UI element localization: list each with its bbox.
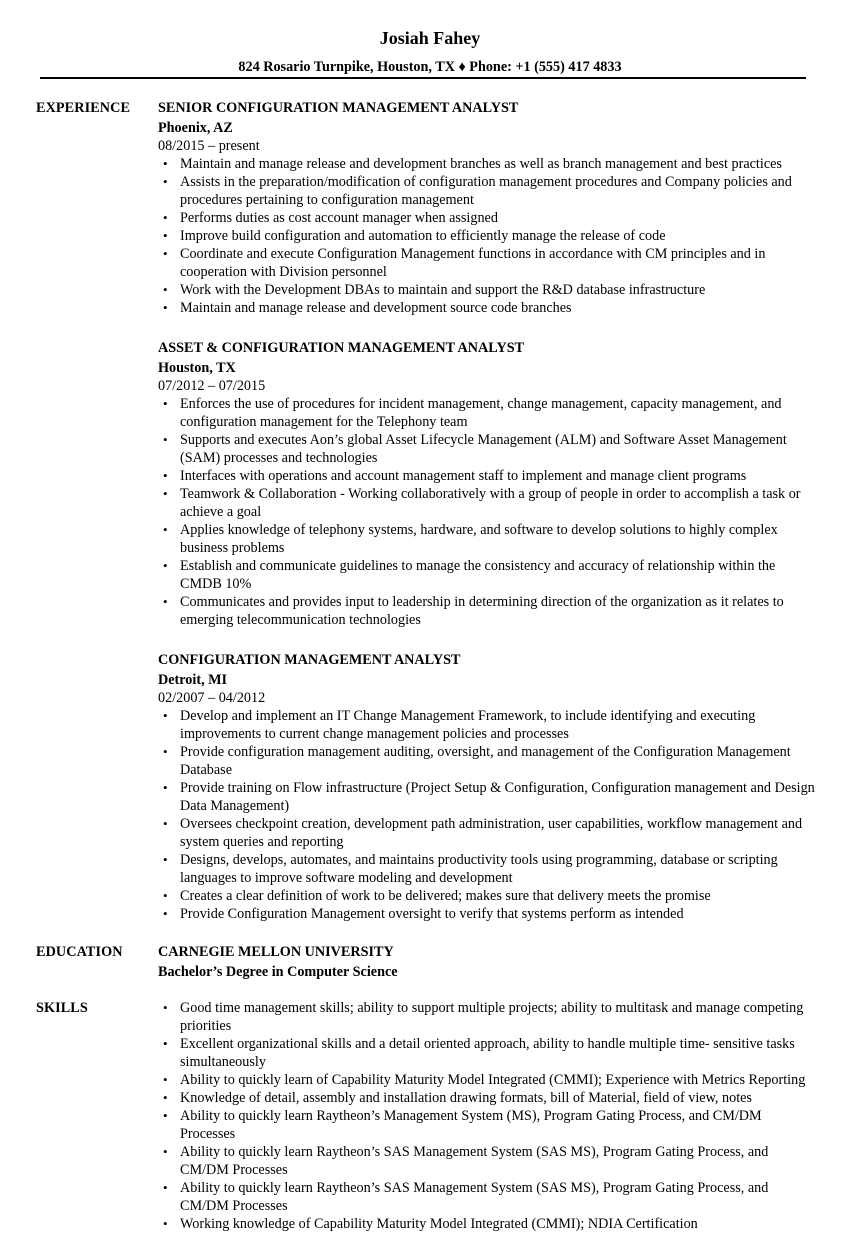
job-bullet: • Establish and communicate guidelines to manage the consistency and accuracy of relationship within the CMDB 10% bbox=[158, 557, 818, 593]
skill-item: • Ability to quickly learn Raytheon’s SAS Management System (SAS MS), Program Gating Process, and CM/DM Processes bbox=[158, 1143, 818, 1179]
job-bullet: • Applies knowledge of telephony systems, hardware, and software to develop solutions to highly complex business problems bbox=[158, 521, 818, 557]
job-bullet: • Enforces the use of procedures for incident management, change management, capacity management, and configuration management for the Telephony team bbox=[158, 395, 818, 431]
job-bullet: • Communicates and provides input to leadership in determining direction of the organization as it relates to emerging telecommunication technologies bbox=[158, 593, 818, 629]
job-bullet: • Maintain and manage release and development source code branches bbox=[158, 299, 818, 317]
job-entry bbox=[158, 651, 818, 923]
job-bullet: • Supports and executes Aon’s global Asset Lifecycle Management (ALM) and Software Asset Management (SAM) processes and technologies bbox=[158, 431, 818, 467]
job-bullet: • Provide training on Flow infrastructure (Project Setup & Configuration, Configuration management and Design Data Management) bbox=[158, 779, 818, 815]
job-title: CONFIGURATION MANAGEMENT ANALYST bbox=[158, 652, 461, 668]
section-label-skills: SKILLS bbox=[36, 1000, 88, 1016]
job-bullet: • Teamwork & Collaboration - Working collaboratively with a group of people in order to accomplish a task or achieve a goal bbox=[158, 485, 818, 521]
job-bullet: • Provide Configuration Management oversight to verify that systems perform as intended bbox=[158, 905, 818, 923]
job-dates: 07/2012 – 07/2015 bbox=[158, 378, 266, 394]
education-entry bbox=[158, 943, 818, 981]
experience-list bbox=[158, 99, 818, 945]
section-label-education: EDUCATION bbox=[36, 944, 123, 960]
skill-item: • Ability to quickly learn of Capability Maturity Model Integrated (CMMI); Experience with Metrics Reporting bbox=[158, 1071, 818, 1089]
education-school: CARNEGIE MELLON UNIVERSITY bbox=[158, 944, 394, 960]
job-bullet: • Provide configuration management auditing, oversight, and management of the Configuration Management Database bbox=[158, 743, 818, 779]
skill-item: • Working knowledge of Capability Maturity Model Integrated (CMMI); NDIA Certification bbox=[158, 1215, 818, 1233]
job-bullet: • Assists in the preparation/modification of configuration management procedures and Company policies and procedures pertaining to configuration management bbox=[158, 173, 818, 209]
skill-item: • Ability to quickly learn Raytheon’s SAS Management System (SAS MS), Program Gating Process, and CM/DM Processes bbox=[158, 1179, 818, 1215]
skills-list bbox=[158, 999, 818, 1233]
job-location: Houston, TX bbox=[158, 360, 236, 376]
job-bullet: • Maintain and manage release and development branches as well as branch management and best practices bbox=[158, 155, 818, 173]
job-location: Phoenix, AZ bbox=[158, 120, 233, 136]
skill-item: • Knowledge of detail, assembly and installation drawing formats, bill of Material, field of view, notes bbox=[158, 1089, 818, 1107]
education-degree: Bachelor’s Degree in Computer Science bbox=[158, 964, 398, 980]
job-bullets bbox=[158, 707, 818, 923]
job-bullet: • Improve build configuration and automation to efficiently manage the release of code bbox=[158, 227, 818, 245]
job-entry bbox=[158, 339, 818, 629]
job-title: SENIOR CONFIGURATION MANAGEMENT ANALYST bbox=[158, 100, 519, 116]
header-divider bbox=[40, 77, 806, 79]
job-bullet: • Work with the Development DBAs to maintain and support the R&D database infrastructure bbox=[158, 281, 818, 299]
job-entry bbox=[158, 99, 818, 317]
candidate-name: Josiah Fahey bbox=[379, 28, 481, 48]
job-dates: 08/2015 – present bbox=[158, 138, 260, 154]
job-bullet: • Coordinate and execute Configuration Management functions in accordance with CM principles and in cooperation with Division personnel bbox=[158, 245, 818, 281]
section-label-experience: EXPERIENCE bbox=[36, 100, 131, 116]
skill-item: • Good time management skills; ability to support multiple projects; ability to multitask and manage competing priorities bbox=[158, 999, 818, 1035]
job-bullets bbox=[158, 155, 818, 317]
job-bullets bbox=[158, 395, 818, 629]
skill-item: • Excellent organizational skills and a detail oriented approach, ability to handle multiple time- sensitive tasks simultaneously bbox=[158, 1035, 818, 1071]
skill-item: • Ability to quickly learn Raytheon’s Management System (MS), Program Gating Process, and CM/DM Processes bbox=[158, 1107, 818, 1143]
contact-line: 824 Rosario Turnpike, Houston, TX ♦ Phone: +1 (555) 417 4833 bbox=[238, 59, 622, 75]
job-bullet: • Designs, develops, automates, and maintains productivity tools using programming, database or scripting languages to improve software modeling and development bbox=[158, 851, 818, 887]
job-dates: 02/2007 – 04/2012 bbox=[158, 690, 266, 706]
job-bullet: • Develop and implement an IT Change Management Framework, to include identifying and executing improvements to current change management policies and processes bbox=[158, 707, 818, 743]
job-bullet: • Creates a clear definition of work to be delivered; makes sure that delivery meets the promise bbox=[158, 887, 818, 905]
job-bullet: • Oversees checkpoint creation, development path administration, user capabilities, workflow management and system queries and reporting bbox=[158, 815, 818, 851]
job-location: Detroit, MI bbox=[158, 672, 228, 688]
skills-entry bbox=[158, 999, 818, 1233]
job-bullet: • Interfaces with operations and account management staff to implement and manage client programs bbox=[158, 467, 818, 485]
job-bullet: • Performs duties as cost account manager when assigned bbox=[158, 209, 818, 227]
job-title: ASSET & CONFIGURATION MANAGEMENT ANALYST bbox=[158, 340, 525, 356]
